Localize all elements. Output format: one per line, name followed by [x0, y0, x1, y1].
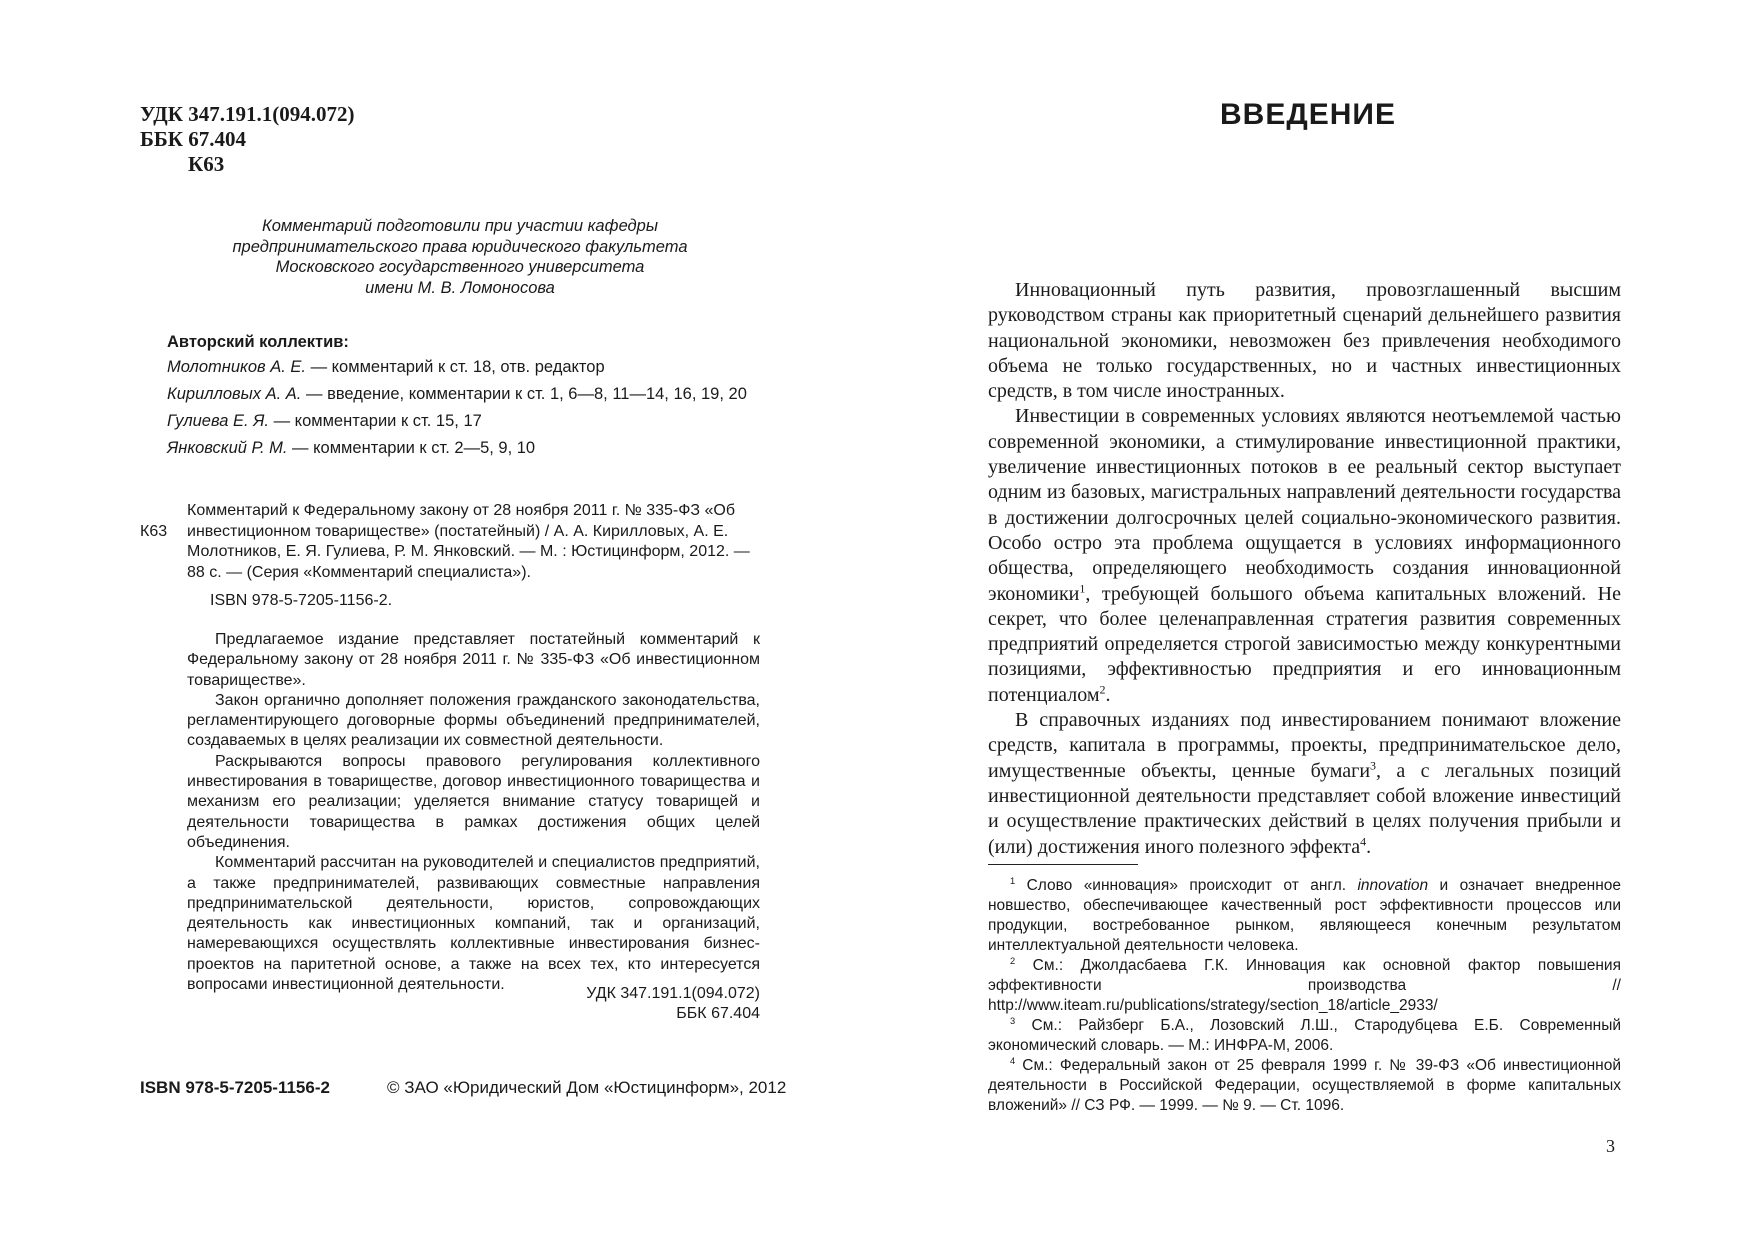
footnote-text: и означает внедренное новшество, обеспечивающее качественный рост эффективности процессов или продукции, востребованное рынком, являющееся конечным результатом интеллектуальной деятельности человека.	[988, 877, 1622, 954]
author-mark-side: К63	[140, 523, 168, 540]
page-number: 3	[1606, 1136, 1615, 1156]
author-role: — комментарий к ст. 18, отв. редактор	[305, 358, 605, 376]
author-name: Кирилловых А. А.	[167, 385, 302, 403]
annotation-paragraph: Закон органично дополняет положения гражданского законодательства, регламентирующего договорные формы объединений предпринимателей, создаваемых в целях реализации их совместной деятельности.	[187, 691, 760, 750]
annotation-paragraph: Предлагаемое издание представляет постатейный комментарий к Федеральному закону от 28 ноября 2011 г. № 335-ФЗ «Об инвестиционном товариществе».	[187, 631, 760, 689]
intro-paragraph	[988, 708, 1621, 860]
annotation	[187, 630, 760, 995]
intro-body	[988, 278, 1621, 860]
copyright: © ЗАО «Юридический Дом «Юстицинформ», 2012	[387, 1078, 787, 1097]
author-row	[167, 354, 787, 381]
annotation-paragraph: Комментарий рассчитан на руководителей и специалистов предприятий, а также предпринимателей, развивающих совместные направления предпринимательской деятельности, юристов, сопровождающих деятельность как инвестиционных компаний, так и организаций, намеревающихся осуществлять коллективные инвестирования бизнес-проектов на паритетной основе, а также на всех тех, кто интересуется вопросами инвестиционной деятельности.	[187, 854, 760, 994]
footnote	[988, 1056, 1621, 1116]
text-run: .	[1366, 835, 1372, 858]
footnote-number: 3	[1010, 1015, 1016, 1026]
footnote-ref[interactable]: 1	[1079, 580, 1086, 595]
udk-code-bottom: УДК 347.191.1(094.072)	[586, 985, 760, 1002]
footnote	[988, 1016, 1621, 1056]
footnote-text: См.: Федеральный закон от 25 февраля 1999 г. № 39-ФЗ «Об инвестиционной деятельности в Российской Федерации, осуществляемой в форме капитальных вложений» // СЗ РФ. — 1999. — № 9. — Ст. 1096.	[988, 1057, 1621, 1114]
author-name: Янковский Р. М.	[167, 439, 288, 457]
chapter-title: ВВЕДЕНИЕ	[1220, 98, 1396, 131]
prepared-line: Комментарий подготовили при участии кафедры	[261, 217, 658, 235]
author-role: — комментарии к ст. 15, 17	[269, 412, 482, 430]
intro-paragraph	[988, 404, 1621, 708]
authors-block	[167, 330, 787, 462]
prepared-line: Московского государственного университета	[275, 258, 645, 276]
author-mark: К63	[188, 152, 225, 176]
footnote-divider	[988, 864, 1138, 865]
footnotes	[988, 876, 1621, 1116]
footnote-text: Слово «инновация» происходит от англ.	[1026, 877, 1358, 894]
authors-heading: Авторский коллектив:	[167, 333, 349, 351]
text-run: В справочных изданиях под инвестированием понимают вложение средств, капитала в программы, проекты, предпринимательское дело, имущественные объекты, ценные бумаги	[988, 709, 1621, 782]
footnote-number: 2	[1010, 955, 1016, 966]
footnote-ref[interactable]: 4	[1360, 833, 1367, 848]
isbn-line: ISBN 978-5-7205-1156-2.	[210, 592, 393, 609]
prepared-line: предпринимательского права юридического факультета	[232, 237, 688, 256]
footnote-ref[interactable]: 2	[1099, 682, 1106, 697]
author-role: — комментарии к ст. 2—5, 9, 10	[287, 439, 536, 457]
bibliographic-entry: Комментарий к Федеральному закону от 28 ноября 2011 г. № 335-ФЗ «Об инвестиционном товариществе» (постатейный) / А. А. Кирилловых, А. Е. Молотников, Е. Я. Гулиева, Р. М. Янковский. — М. : Юстицинформ, 2012. — 88 с. — (Серия «Комментарий специалиста»).	[187, 502, 750, 581]
udk-code: УДК 347.191.1(094.072)	[140, 102, 355, 126]
text-run: Инвестиции в современных условиях являются неотъемлемой частью современной экономики, а стимулирование инвестиционной практики, увеличение инвестиционных потоков в ее реальный сектор выступает одним из базовых, магистральных направлений деятельности государства в достижении долгосрочных целей социально-экономического развития. Особо остро эта проблема ощущается в условиях информационного общества, определяющего необходимость создания инновационной экономики	[988, 405, 1621, 605]
text-run: , требующей большого объема капитальных вложений. Не секрет, что более целенаправленная стратегия развития современных предприятий определяется строгой зависимостью между конкурентными позициями, эффективностью предприятия и его инновационным потенциалом	[988, 582, 1621, 706]
text-run: Инновационный путь развития, провозглашенный высшим руководством страны как приоритетный сценарий дельнейшего развития национальной экономики, невозможен без привлечения необходимого объема не только государственных, но и частных инвестиционных средств, в том числе иностранных.	[988, 279, 1621, 403]
footnote-ref[interactable]: 3	[1370, 757, 1377, 772]
intro-paragraph	[988, 278, 1621, 404]
author-row	[167, 381, 787, 408]
footnote-term: innovation	[1357, 877, 1429, 894]
footnote-number: 1	[1010, 875, 1016, 886]
author-role: — введение, комментарии к ст. 1, 6—8, 11—14, 16, 19, 20	[301, 385, 747, 403]
author-row	[167, 408, 787, 435]
annotation-paragraph: Раскрываются вопросы правового регулирования коллективного инвестирования в товариществе, договор инвестиционного товарищества и механизм его реализации; уделяется внимание статусу товарищей и деятельности товарищества в рамках достижения общих целей объединения.	[187, 752, 760, 851]
footnote	[988, 956, 1621, 1016]
prepared-line: имени М. В. Ломоносова	[365, 278, 555, 297]
footnote	[988, 876, 1621, 956]
text-run: , а с легальных позиций инвестиционной деятельности представляет собой вложение инвестиций и осуществление практических действий в целях получения прибыли и (или) достижения иного полезного эффекта	[988, 759, 1621, 858]
udk-header	[140, 102, 354, 177]
footnote-text: См.: Райзберг Б.А., Лозовский Л.Ш., Стародубцева Е.Б. Современный экономический словарь. — М.: ИНФРА-М, 2006.	[988, 1017, 1621, 1054]
author-name: Гулиева Е. Я.	[167, 412, 269, 430]
footnote-text: См.: Джолдасбаева Г.К. Инновация как основной фактор повышения эффективности производства // http://www.iteam.ru/publications/strategy/section_18/article_2933/	[988, 957, 1621, 1014]
author-row	[167, 435, 787, 462]
bbk-code: ББК 67.404	[140, 127, 246, 151]
isbn-bottom: ISBN 978-5-7205-1156-2	[140, 1078, 330, 1097]
footnote-number: 4	[1010, 1055, 1016, 1066]
udk-bottom	[520, 984, 760, 1024]
text-run: .	[1105, 683, 1111, 706]
prepared-by-note	[190, 216, 730, 298]
author-name: Молотников А. Е.	[167, 358, 306, 376]
bbk-code-bottom: ББК 67.404	[676, 1005, 760, 1022]
